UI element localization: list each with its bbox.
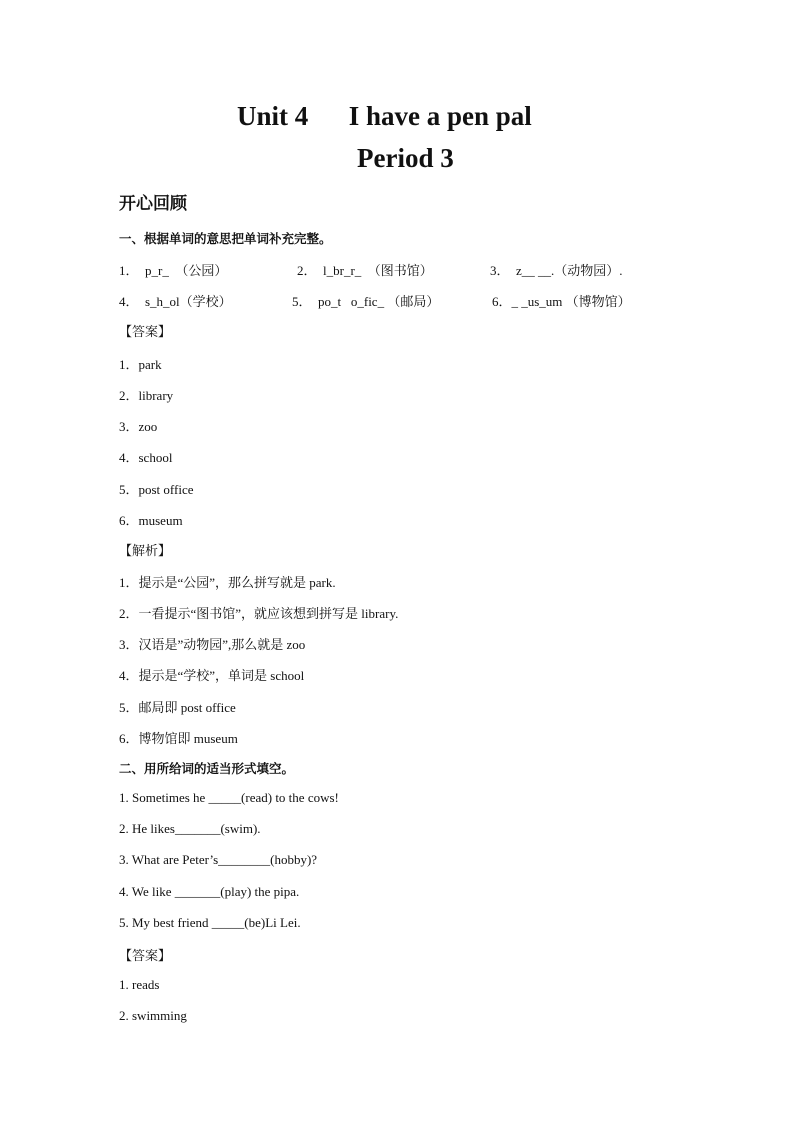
answer-3: 3．zoo [119,419,158,434]
part2-heading: 二、用所给词的适当形式填空。 [119,761,295,776]
part1-item-4: 4． s_h_ol（学校） [119,294,232,309]
part1-item-5: 5． po_t o_fic_ （邮局） [292,294,440,309]
part1-item-6: 6．_ _us_um （博物馆） [492,294,631,309]
part2-answer-2: 2. swimming [119,1008,187,1023]
part2-item-1: 1. Sometimes he _____(read) to the cows! [119,790,339,805]
analysis-1: 1．提示是“公园”，那么拼写就是 park. [119,575,336,590]
part2-answer-1: 1. reads [119,977,160,992]
answer-4: 4．school [119,450,173,465]
part1-item-1: 1． p_r_ （公园） [119,263,228,278]
part2-item-3: 3. What are Peter’s________(hobby)? [119,852,318,867]
analysis-6: 6．博物馆即 museum [119,731,238,746]
part2-item-4: 4. We like _______(play) the pipa. [119,884,300,899]
analysis-4: 4．提示是“学校”，单词是 school [119,668,305,683]
answer-6: 6．museum [119,513,183,528]
analysis-2: 2．一看提示“图书馆”，就应该想到拼写是 library. [119,606,399,621]
part1-heading: 一、根据单词的意思把单词补充完整。 [119,231,332,246]
part1-item-3: 3． z__ __.（动物园）. [490,263,623,278]
review-heading: 开心回顾 [119,194,187,214]
part1-item-2: 2． l_br_r_ （图书馆） [297,263,433,278]
answer-1: 1．park [119,357,162,372]
part2-item-5: 5. My best friend _____(be)Li Lei. [119,915,301,930]
unit-title [237,101,532,132]
answer-2: 2．library [119,388,174,403]
period-title: Period 3 [357,143,454,173]
answer-5: 5．post office [119,482,194,497]
answer-label-1: 【答案】 [119,324,172,339]
analysis-label: 【解析】 [119,543,172,558]
answer-label-2: 【答案】 [119,948,172,963]
unit-topic: I have a pen pal [348,101,532,131]
analysis-3: 3．汉语是”动物园”,那么就是 zoo [119,637,306,652]
unit-number: Unit 4 [237,101,309,131]
part2-item-2: 2. He likes_______(swim). [119,821,261,836]
analysis-5: 5．邮局即 post office [119,700,236,715]
